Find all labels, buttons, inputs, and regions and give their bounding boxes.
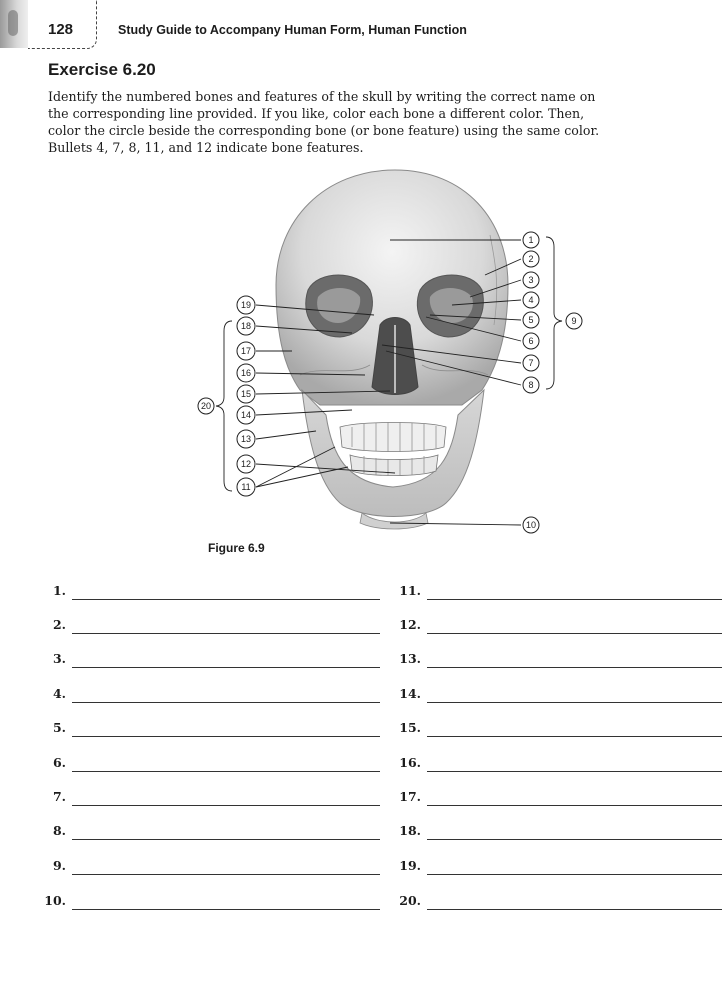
callout-12 [237,455,255,473]
answer-row [52,786,380,806]
callout-10 [523,517,539,533]
callout-6 [523,333,539,349]
answer-field[interactable] [427,771,722,772]
svg-text:8: 8 [528,380,534,391]
svg-text:15: 15 [240,389,252,400]
svg-text:5: 5 [528,315,534,326]
answer-row [399,717,722,737]
answer-field[interactable] [427,736,722,737]
answer-row [399,614,722,634]
answer-row [52,683,380,703]
answer-field[interactable] [427,839,722,840]
answer-field[interactable] [427,667,722,668]
answer-number: 8. [52,823,66,838]
answer-number: 6. [52,755,66,770]
answer-row [399,786,722,806]
answer-number: 4. [52,686,66,701]
answer-number: 18. [399,823,421,838]
callout-14 [237,406,255,424]
answer-field[interactable] [427,599,722,600]
callout-3 [523,272,539,288]
answer-field[interactable] [72,702,380,703]
svg-text:2: 2 [528,254,534,265]
svg-text:20: 20 [200,401,212,412]
answer-row [52,717,380,737]
callout-5 [523,312,539,328]
skull-illustration [190,165,590,550]
callout-20 [198,398,214,414]
answer-row [399,890,722,910]
answer-row [399,683,722,703]
answer-number: 16. [399,755,421,770]
svg-text:6: 6 [528,336,534,347]
answer-row [44,890,380,910]
answer-number: 3. [52,651,66,666]
answer-number: 14. [399,686,421,701]
callout-7 [523,355,539,371]
exercise-title: Exercise 6.20 [48,60,156,79]
svg-text:11: 11 [241,482,251,493]
callout-18 [237,317,255,335]
answer-row [52,820,380,840]
answer-field[interactable] [72,633,380,634]
answer-row [52,614,380,634]
svg-text:9: 9 [571,316,577,327]
answer-row [399,648,722,668]
svg-text:19: 19 [240,300,252,311]
answer-number: 20. [399,893,421,908]
answer-row [399,752,722,772]
answer-number: 5. [52,720,66,735]
answer-field[interactable] [427,874,722,875]
running-head: Study Guide to Accompany Human Form, Human Function [118,23,467,37]
answer-field[interactable] [427,805,722,806]
answer-number: 19. [399,858,421,873]
callout-16 [237,364,255,382]
svg-text:7: 7 [528,358,534,369]
answer-field[interactable] [72,805,380,806]
answer-number: 1. [52,583,66,598]
callout-19 [237,296,255,314]
answer-row [399,855,722,875]
callout-8 [523,377,539,393]
exercise-instructions: Identify the numbered bones and features of the skull by writing the correct name on the corresponding line provided. If you like, color each bone a different color. Then, color the circle beside the corresponding bone (or bone feature) using the same color. Bullets 4, 7, 8, 11, and 12 indicate bone features. [48,89,600,155]
svg-text:4: 4 [528,295,534,306]
page-number: 128 [48,21,74,38]
answer-number: 11. [399,583,421,598]
callout-9 [566,313,582,329]
svg-text:17: 17 [240,346,252,357]
answer-field[interactable] [427,909,722,910]
svg-text:13: 13 [240,434,252,445]
answer-number: 15. [399,720,421,735]
answer-number: 2. [52,617,66,632]
callout-15 [237,385,255,403]
answer-number: 9. [52,858,66,873]
svg-text:18: 18 [240,321,252,332]
answer-row [52,752,380,772]
svg-text:12: 12 [240,459,252,470]
answer-field[interactable] [72,874,380,875]
answer-number: 10. [44,893,66,908]
svg-text:16: 16 [240,368,252,379]
answer-number: 12. [399,617,421,632]
answer-field[interactable] [427,633,722,634]
callout-11 [237,478,255,496]
answer-row [52,648,380,668]
svg-text:3: 3 [528,275,534,286]
answer-number: 7. [52,789,66,804]
callout-1 [523,232,539,248]
answer-row [52,855,380,875]
answer-row [399,820,722,840]
answer-field[interactable] [72,839,380,840]
answer-number: 17. [399,789,421,804]
callout-13 [237,430,255,448]
callout-2 [523,251,539,267]
answer-field[interactable] [427,702,722,703]
svg-text:14: 14 [240,410,252,421]
answer-field[interactable] [72,909,380,910]
answer-row [52,580,380,600]
answer-row [399,580,722,600]
answer-field[interactable] [72,771,380,772]
svg-text:10: 10 [525,520,537,531]
page-edge-tab [0,0,28,48]
callout-4 [523,292,539,308]
figure-caption: Figure 6.9 [208,541,265,555]
answer-field[interactable] [72,736,380,737]
answer-number: 13. [399,651,421,666]
answer-field[interactable] [72,599,380,600]
svg-text:1: 1 [528,235,534,246]
answer-field[interactable] [72,667,380,668]
callout-17 [237,342,255,360]
skull-figure [190,165,590,550]
